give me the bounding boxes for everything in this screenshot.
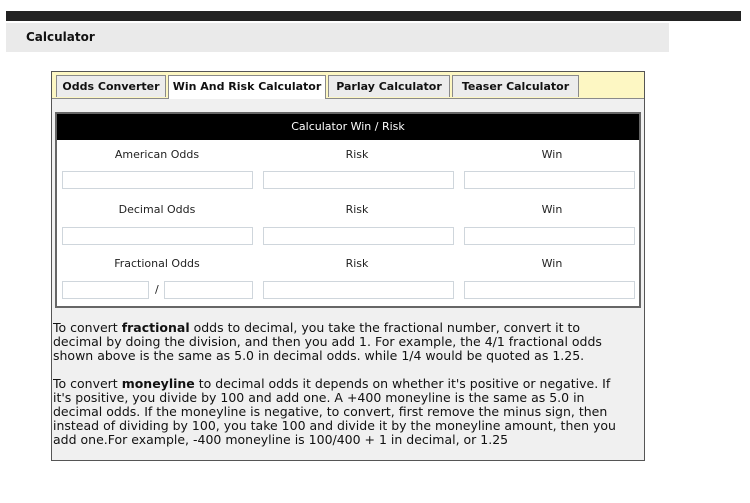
- decimal-win-label: Win: [541, 203, 563, 216]
- decimal-risk-label: Risk: [345, 203, 369, 216]
- fractional-keyword: fractional: [121, 320, 190, 335]
- american-odds-label: American Odds: [114, 148, 200, 161]
- american-odds-input[interactable]: [62, 171, 253, 189]
- fractional-numerator-input[interactable]: [62, 281, 149, 299]
- fractional-win-input[interactable]: [464, 281, 635, 299]
- american-risk-label: Risk: [345, 148, 369, 161]
- fractional-risk-input[interactable]: [263, 281, 454, 299]
- fraction-separator: /: [155, 283, 159, 296]
- fractional-explanation-prefix: To convert: [53, 320, 122, 335]
- calculator-panel: [51, 71, 645, 461]
- section-header: [6, 23, 669, 52]
- win-risk-calculator: [55, 112, 641, 308]
- fractional-risk-label: Risk: [345, 257, 369, 270]
- decimal-odds-label: Decimal Odds: [118, 203, 196, 216]
- tab-teaser-calculator[interactable]: Teaser Calculator: [452, 75, 579, 97]
- american-win-label: Win: [541, 148, 563, 161]
- decimal-win-input[interactable]: [464, 227, 635, 245]
- decimal-odds-input[interactable]: [62, 227, 253, 245]
- calculator-header: Calculator Win / Risk: [57, 114, 639, 140]
- fractional-explanation: [53, 321, 627, 363]
- tab-bar: [52, 72, 644, 99]
- fractional-denominator-input[interactable]: [164, 281, 253, 299]
- tab-win-and-risk-calculator[interactable]: Win And Risk Calculator: [168, 75, 326, 99]
- decimal-risk-input[interactable]: [263, 227, 454, 245]
- american-win-input[interactable]: [464, 171, 635, 189]
- american-risk-input[interactable]: [263, 171, 454, 189]
- moneyline-explanation-prefix: To convert: [53, 376, 122, 391]
- moneyline-explanation: [53, 377, 627, 447]
- fractional-explanation-body: odds to decimal, you take the fractional number, convert it to decimal by doing the division, and then you add 1. For example, the 4/1 fractional odds shown above is the same as 5.0 in decimal odds. while 1/4 would be quoted as 1.25.: [53, 320, 602, 363]
- moneyline-keyword: moneyline: [121, 376, 195, 391]
- tab-parlay-calculator[interactable]: Parlay Calculator: [328, 75, 450, 97]
- moneyline-explanation-body: to decimal odds it depends on whether it's positive or negative. If it's positive, you divide by 100 and add one. A +400 moneyline is the same as 5.0 in decimal odds. If the moneyline is negative, to convert, first remove the minus sign, then instead of dividing by 100, you take 100 and divide it by the moneyline amount, then you add one.For example, -400 moneyline is 100/400 + 1 in decimal, or 1.25: [53, 376, 616, 447]
- fractional-odds-label: Fractional Odds: [114, 257, 200, 270]
- top-bar: [6, 11, 741, 21]
- section-title: Calculator: [26, 30, 95, 44]
- tab-odds-converter[interactable]: Odds Converter: [56, 75, 166, 97]
- fractional-win-label: Win: [541, 257, 563, 270]
